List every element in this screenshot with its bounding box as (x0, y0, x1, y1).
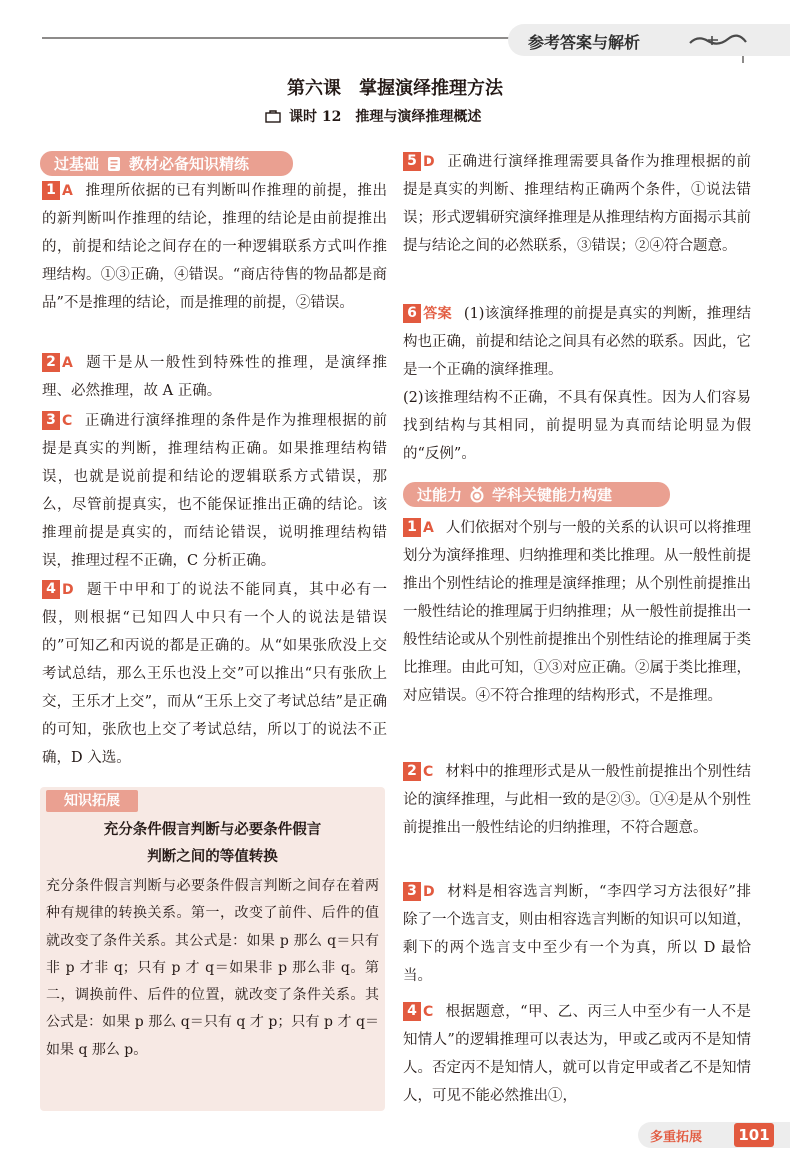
section-banner-basic (40, 151, 293, 176)
answer-ability-1 (403, 514, 751, 710)
answer-ability-3 (403, 878, 751, 990)
lesson-subtitle-text: 课时 12 推理与演绎推理概述 (289, 109, 482, 125)
knowledge-title-line1: 充分条件假言判断与必要条件假言 (103, 822, 322, 838)
answer-key: 答案 (423, 306, 452, 322)
section-banner-ability (403, 482, 670, 507)
answer-key: C (423, 1004, 434, 1020)
answer-text: 材料是相容选言判断，“李四学习方法很好”排除了一个选言支，则由相容选言判断的知识可以知道，剩下的两个选言支中至少有一个为真，所以 D 最恰当。 (403, 884, 751, 984)
answer-number: 4 (42, 580, 60, 599)
answer-basic-4 (42, 576, 387, 772)
answer-text: 材料中的推理形式是从一般性前提推出个别性结论的演绎推理，与此相一致的是②③。①④是从个别性前提推出一般性结论的归纳推理，不符合题意。 (403, 764, 751, 836)
answer-key: C (423, 764, 434, 780)
section-tag: 过基础 (54, 155, 100, 173)
answer-text: 正确进行演绎推理的条件是作为推理根据的前提是真实的判断，推理结构正确。如果推理结构错误，也就是说前提和结论的逻辑联系方式错误，那么，尽管前提真实，也不能保证推出正确的结论。该推理前提是真实的，而结论错误，说明推理结构错误，推理过程不正确，C 分析正确。 (42, 413, 387, 569)
section-tag: 过能力 (417, 486, 463, 504)
answer-key: D (423, 884, 435, 900)
section-title: 教材必备知识精练 (129, 155, 250, 173)
answer-text: (1)该演绎推理的前提是真实的判断，推理结构也正确，前提和结论之间具有必然的联系。因此，它是一个正确的演绎推理。 (403, 306, 751, 378)
answer-number: 3 (403, 882, 421, 901)
answer-basic-5 (403, 148, 751, 260)
answer-key: A (423, 520, 434, 536)
answer-number: 2 (42, 353, 60, 372)
answer-basic-1 (42, 177, 387, 317)
header-label: 参考答案与解析 (528, 33, 641, 52)
knowledge-tag: 知识拓展 (46, 790, 138, 812)
knowledge-title-line2: 判断之间的等值转换 (147, 849, 278, 865)
knowledge-body: 充分条件假言判断与必要条件假言判断之间存在着两种有规律的转换关系。第一，改变了前件、后件的值就改变了条件关系。其公式是：如果 p 那么 q＝只有非 p 才非 q；只有 p 才 q＝如果非 p 那么非 q。第二，调换前件、后件的位置，就改变了条件关系。其公式是：如果 p 那么 q＝只有 q 才 p；只有 p 才 q＝如果 q 那么 p。 (46, 878, 379, 1058)
answer-text: 正确进行演绎推理需要具备作为推理根据的前提是真实的判断、推理结构正确两个条件，①说法错误；形式逻辑研究演绎推理是从推理结构方面揭示其前提与结论之间的必然联系，③错误；②④符合题意。 (403, 154, 751, 254)
brand-logo-icon (688, 33, 748, 47)
answer-basic-6 (403, 300, 751, 468)
answer-key: D (423, 154, 435, 170)
answer-text: 人们依据对个别与一般的关系的认识可以将推理划分为演绎推理、归纳推理和类比推理。从一般性前提推出个别性结论的推理是演绎推理；从个别性前提推出一般性结论的推理属于归纳推理；从一般性前提推出一般性结论或从个别性前提推出个别性结论的推理属于类比推理。由此可知，①③对应正确。②属于类比推理，对应错误。④不符合推理的结构形式，不是推理。 (403, 520, 751, 704)
lesson-title: 第六课 掌握演绎推理方法 (287, 78, 503, 99)
answer-number: 2 (403, 762, 421, 781)
answer-key: A (62, 183, 73, 199)
lesson-subtitle (265, 106, 481, 126)
medal-icon (468, 486, 486, 504)
answer-key: C (62, 413, 73, 429)
answer-number: 1 (42, 181, 60, 200)
answer-basic-3 (42, 407, 387, 575)
book-icon (265, 110, 281, 124)
answer-text: 根据题意，“甲、乙、丙三人中至少有一人不是知情人”的逻辑推理可以表达为，甲或乙或丙不是知情人。否定丙不是知情人，就可以肯定甲或者乙不是知情人，可见不能必然推出①， (403, 1004, 751, 1104)
answer-number: 1 (403, 518, 421, 537)
answer-text: 题干是从一般性到特殊性的推理，是演绎推理、必然推理，故 A 正确。 (42, 355, 387, 399)
footer-tag: 多重拓展 (650, 1130, 703, 1145)
answer-number: 3 (42, 411, 60, 430)
page-number: 101 (734, 1123, 774, 1147)
answer-text-part2: (2)该推理结构不正确，不具有保真性。因为人们容易找到结构与其相同，前提明显为真而结论明显为假的“反例”。 (403, 390, 751, 462)
answer-ability-2 (403, 758, 751, 842)
answer-number: 5 (403, 152, 421, 171)
clipboard-icon (105, 155, 123, 173)
answer-number: 4 (403, 1002, 421, 1021)
answer-number: 6 (403, 304, 421, 323)
answer-key: D (62, 582, 74, 598)
answer-text: 题干中甲和丁的说法不能同真，其中必有一假，则根据“已知四人中只有一个人的说法是错误的”可知乙和丙说的都是正确的。从“如果张欣没上交考试总结，那么王乐也没上交”可以推出“只有张欣上交，王乐才上交”，而从“王乐上交了考试总结”是正确的可知，张欣也上交了考试总结，所以丁的说法不正确，D 入选。 (42, 582, 387, 766)
answer-ability-4 (403, 998, 751, 1110)
section-title: 学科关键能力构建 (492, 486, 613, 504)
answer-basic-2 (42, 349, 387, 405)
answer-text: 推理所依据的已有判断叫作推理的前提，推出的新判断叫作推理的结论，推理的结论是由前提推出的，前提和结论之间存在的一种逻辑联系方式叫作推理结构。①③正确，④错误。“商店待售的物品都是商品”不是推理的结论，而是推理的前提，②错误。 (42, 183, 387, 311)
answer-key: A (62, 355, 73, 371)
